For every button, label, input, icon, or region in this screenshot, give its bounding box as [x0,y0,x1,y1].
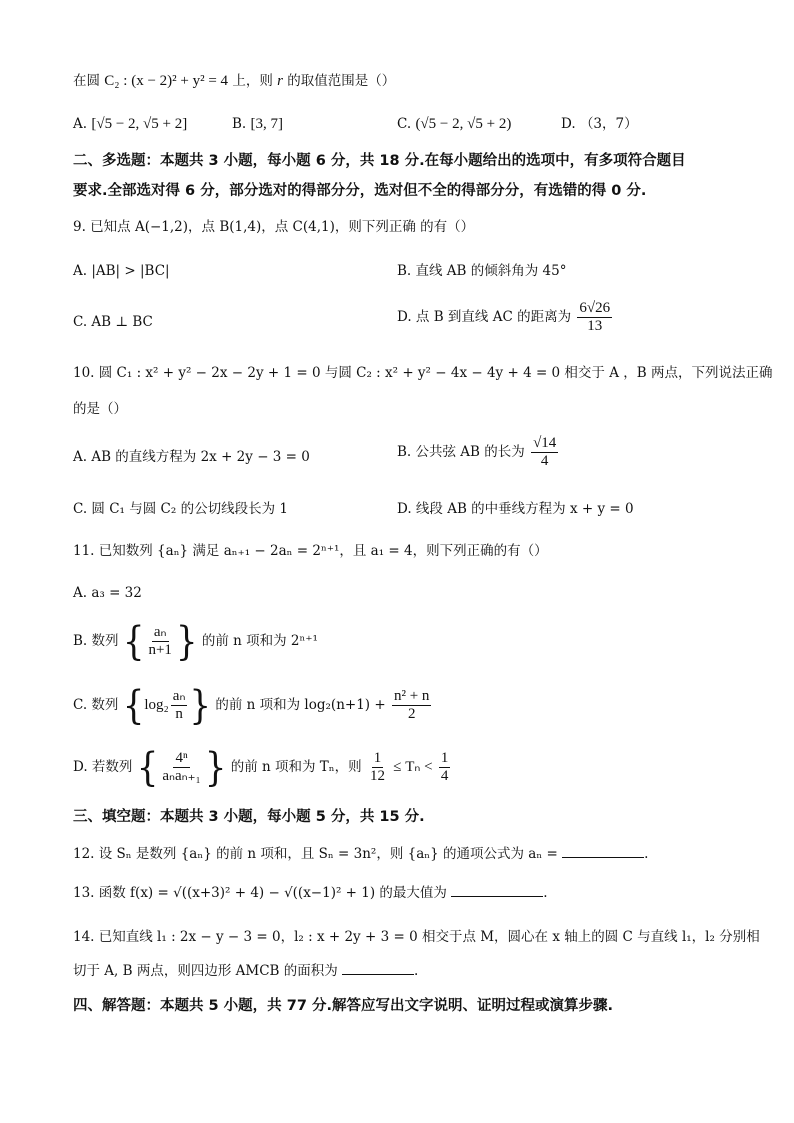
q11-d-fraction-upper [439,750,451,785]
section2-heading-line1: 二、多选题：本题共 3 小题，每小题 6 分，共 18 分.在每小题给出的选项中，有多项符合题目 [73,153,686,169]
q14-line2 [73,962,418,980]
denominator: 12 [369,768,385,784]
q14-line1: 14. 已知直线 l₁ : 2x − y − 3 = 0，l₂ : x + 2y + 3 = 0 相交于点 M，圆心在 x 轴上的圆 C 与直线 l₁，l₂ 分别相 [73,929,760,945]
numerator: aₙ [153,624,167,640]
option-text: （3，7） [579,116,638,132]
q10-stem-line2: 的是（） [73,401,127,417]
q11-option-b [73,618,318,665]
q10-stem-line1: 10. 圆 C₁ : x² + y² − 2x − 2y + 1 = 0 与圆 C₂ : x² + y² − 4x − 4y + 4 = 0 相交于 A ，B 两点，下列说法正确 [73,365,773,381]
q11-c-prefix: C. 数列 [73,697,119,713]
q12-text: 12. 设 Sₙ 是数列 {aₙ} 的前 n 项和，且 Sₙ = 3n²，则 {aₙ} 的通项公式为 aₙ = [73,846,558,862]
q10-option-b [397,435,560,470]
q11-d-fraction [160,750,202,785]
denominator: n [175,706,183,722]
q11-d-prefix: D. 若数列 [73,759,133,775]
q11-b-suffix: 的前 n 项和为 2ⁿ⁺¹ [201,633,318,649]
denominator: n+1 [148,642,172,658]
q11-b-prefix: B. 数列 [73,633,119,649]
left-brace-icon: { [122,618,145,665]
q11-c-log: log₂ [144,697,169,713]
q10-option-d: D. 线段 AB 的中垂线方程为 x + y = 0 [397,501,634,517]
option-text: [√5 − 2, √5 + 2] [91,116,188,132]
q13-answer-blank[interactable] [451,884,543,897]
numerator: 6√26 [579,300,611,316]
q11-d-mid: 的前 n 项和为 Tₙ，则 [230,759,362,775]
q8-stem-part2: 上，则 [232,73,273,89]
q11-option-a: A. a₃ = 32 [73,585,142,601]
q9-d-fraction [577,300,612,335]
q8-stem-var: r [277,73,283,89]
denominator: 2 [407,706,416,722]
numerator: 1 [440,750,449,766]
numerator: √14 [533,435,557,451]
q11-c-fraction2 [392,688,431,723]
q9-option-a: A. |AB| > |BC| [73,263,170,279]
q11-c-fraction [171,688,188,723]
q8-stem-part1: 在圆 [73,73,100,89]
q8-option-c [397,115,511,133]
q8-option-a [73,115,187,133]
q8-stem-part3: 的取值范围是（） [287,73,396,89]
numerator: 4ⁿ [175,750,188,766]
q13-text: 13. 函数 f(x) = √((x+3)² + 4) − √((x−1)² + 1) 的最大值为 [73,885,447,901]
numerator: n² + n [393,688,430,704]
option-text: (√5 − 2, √5 + 2) [415,116,512,132]
denominator: 13 [587,318,603,334]
q10-b-fraction [531,435,558,470]
section2-heading-line2: 要求.全部选对得 6 分，部分选对的得部分分，选对但不全的得部分分，有选错的得 0 分. [73,183,647,199]
q8-option-d [561,115,638,133]
q9-option-c: C. AB ⊥ BC [73,314,153,330]
left-brace-icon: { [122,682,145,729]
q9-d-prefix: D. 点 B 到直线 AC 的距离为 [397,309,572,325]
q14-text: 切于 A, B 两点，则四边形 AMCB 的面积为 [73,963,338,979]
q9-option-b: B. 直线 AB 的倾斜角为 45° [397,263,567,279]
option-label: A. [73,116,88,132]
q10-option-c: C. 圆 C₁ 与圆 C₂ 的公切线段长为 1 [73,501,288,517]
numerator: 1 [373,750,382,766]
right-brace-icon: } [175,618,198,665]
denominator: 4 [540,453,549,469]
section4-heading: 四、解答题：本题共 5 小题，共 77 分.解答应写出文字说明、证明过程或演算步骤. [73,998,613,1014]
q14-answer-blank[interactable] [342,962,414,975]
q13-end: . [543,885,548,901]
option-text: [3, 7] [250,116,284,132]
q11-c-mid: 的前 n 项和为 log₂(n+1) + [215,697,386,713]
q8-stem-math: C₂ : (x − 2)² + y² = 4 [104,73,229,89]
q8-stem [73,72,395,90]
q12-answer-blank[interactable] [562,845,644,858]
right-brace-icon: } [204,744,227,791]
left-brace-icon: { [136,744,159,791]
q11-d-relation: ≤ Tₙ < [393,759,433,775]
section3-heading: 三、填空题：本题共 3 小题，每小题 5 分，共 15 分. [73,809,425,825]
q11-d-fraction-lower [368,750,387,785]
q9-option-d [397,300,614,335]
right-brace-icon: } [189,682,212,729]
q11-option-d [73,744,452,791]
denominator: 4 [440,768,449,784]
q11-b-fraction [146,624,173,659]
denominator: aₙaₙ₊₁ [162,768,201,784]
q13 [73,884,548,902]
q11-stem: 11. 已知数列 {aₙ} 满足 aₙ₊₁ − 2aₙ = 2ⁿ⁺¹，且 a₁ = 4，则下列正确的有（） [73,543,548,559]
q10-b-prefix: B. 公共弦 AB 的长为 [397,444,525,460]
option-label: C. [397,116,412,132]
q8-option-b [232,115,283,133]
q12 [73,845,648,863]
q9-stem: 9. 已知点 A(−1,2)，点 B(1,4)，点 C(4,1)，则下列正确 的有（） [73,219,475,235]
option-label: B. [232,116,247,132]
q14-end: . [414,963,419,979]
option-label: D. [561,116,576,132]
q11-option-c [73,682,433,729]
numerator: aₙ [172,688,186,704]
q10-option-a: A. AB 的直线方程为 2x + 2y − 3 = 0 [73,449,310,465]
q12-end: . [644,846,649,862]
